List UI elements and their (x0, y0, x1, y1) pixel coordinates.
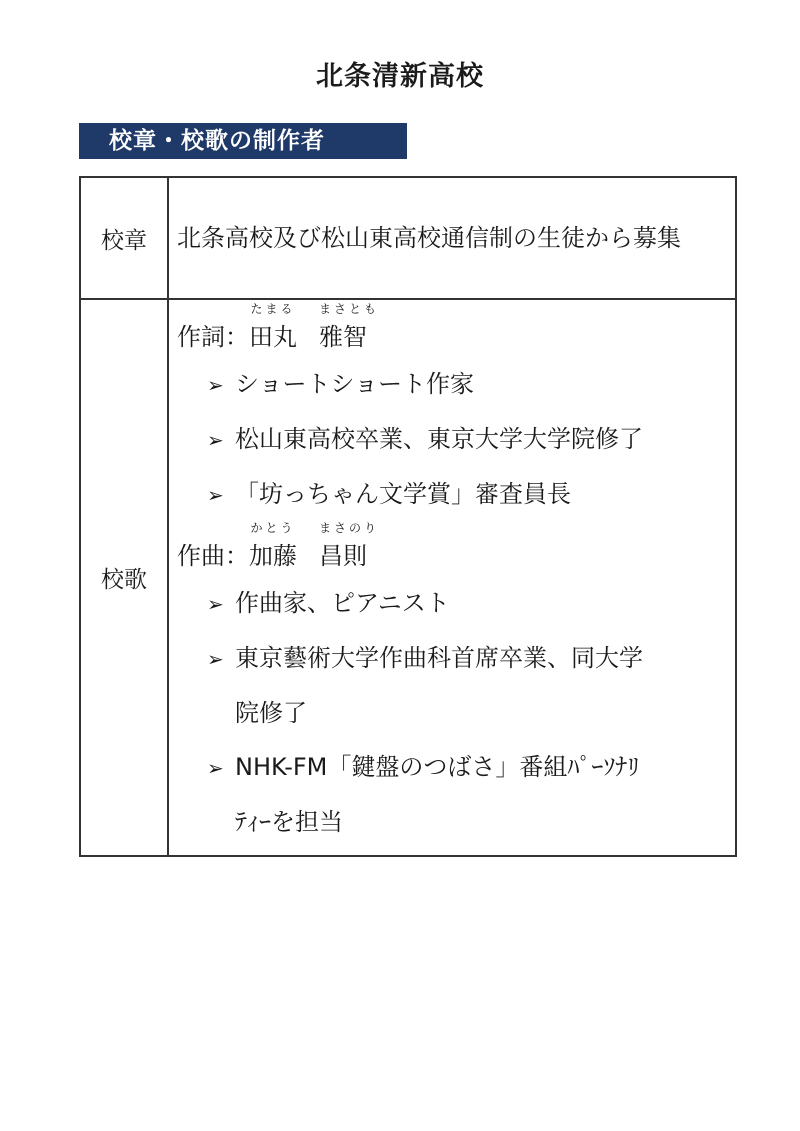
section-heading: 校章・校歌の制作者 (79, 123, 407, 159)
lyricist-given-text: 雅智 (319, 323, 367, 351)
composer-role: 作曲： (177, 542, 249, 570)
lyricist-family-reading: たまる (250, 302, 296, 316)
lyricist-bullet: ➢ 「坊っちゃん文学賞」審査員長 (177, 467, 729, 522)
creators-table (79, 176, 737, 857)
composer-family-text: 加藤 (249, 542, 297, 570)
page-title: 北条清新高校 (316, 61, 484, 92)
lyricist-role: 作詞： (177, 323, 249, 351)
composer-line (177, 522, 729, 576)
composer-given-name (319, 521, 380, 576)
emblem-row (80, 177, 736, 299)
composer-bullet: ➢ 作曲家、ピアニスト (177, 576, 729, 631)
lyricist-family-text: 田丸 (249, 323, 297, 351)
composer-bullet-continuation: 院修了 (235, 699, 307, 727)
emblem-label: 校章 (80, 177, 168, 299)
composer-given-reading: まさのり (319, 521, 380, 535)
arrow-bullet-icon: ➢ (207, 647, 224, 671)
emblem-description: 北条高校及び松山東高校通信制の生徒から募集 (168, 177, 736, 299)
composer-bullet-continuation: ﾃｨｰを担当 (235, 808, 343, 836)
composer-bullet: ➢ NHK-FM「鍵盤のつばさ」番組ﾊﾟｰｿﾅﾘ (177, 740, 729, 795)
lyricist-given-name (319, 302, 380, 357)
lyricist-given-reading: まさとも (319, 302, 380, 316)
lyricist-bullet: ➢ ショートショート作家 (177, 357, 729, 412)
lyricist-family-name (249, 302, 297, 357)
lyricist-line (177, 304, 729, 357)
song-row (80, 299, 736, 856)
arrow-bullet-icon: ➢ (207, 428, 224, 452)
lyricist-bullet: ➢ 松山東高校卒業、東京大学大学院修了 (177, 412, 729, 467)
arrow-bullet-icon: ➢ (207, 373, 224, 397)
arrow-bullet-icon: ➢ (207, 483, 224, 507)
composer-family-reading: かとう (250, 521, 296, 535)
arrow-bullet-icon: ➢ (207, 592, 224, 616)
composer-given-text: 昌則 (319, 542, 367, 570)
composer-family-name (249, 521, 297, 576)
arrow-bullet-icon: ➢ (207, 756, 224, 780)
composer-bullet: ➢ 東京藝術大学作曲科首席卒業、同大学 (177, 631, 729, 686)
song-label: 校歌 (80, 299, 168, 856)
song-credits (168, 299, 736, 856)
